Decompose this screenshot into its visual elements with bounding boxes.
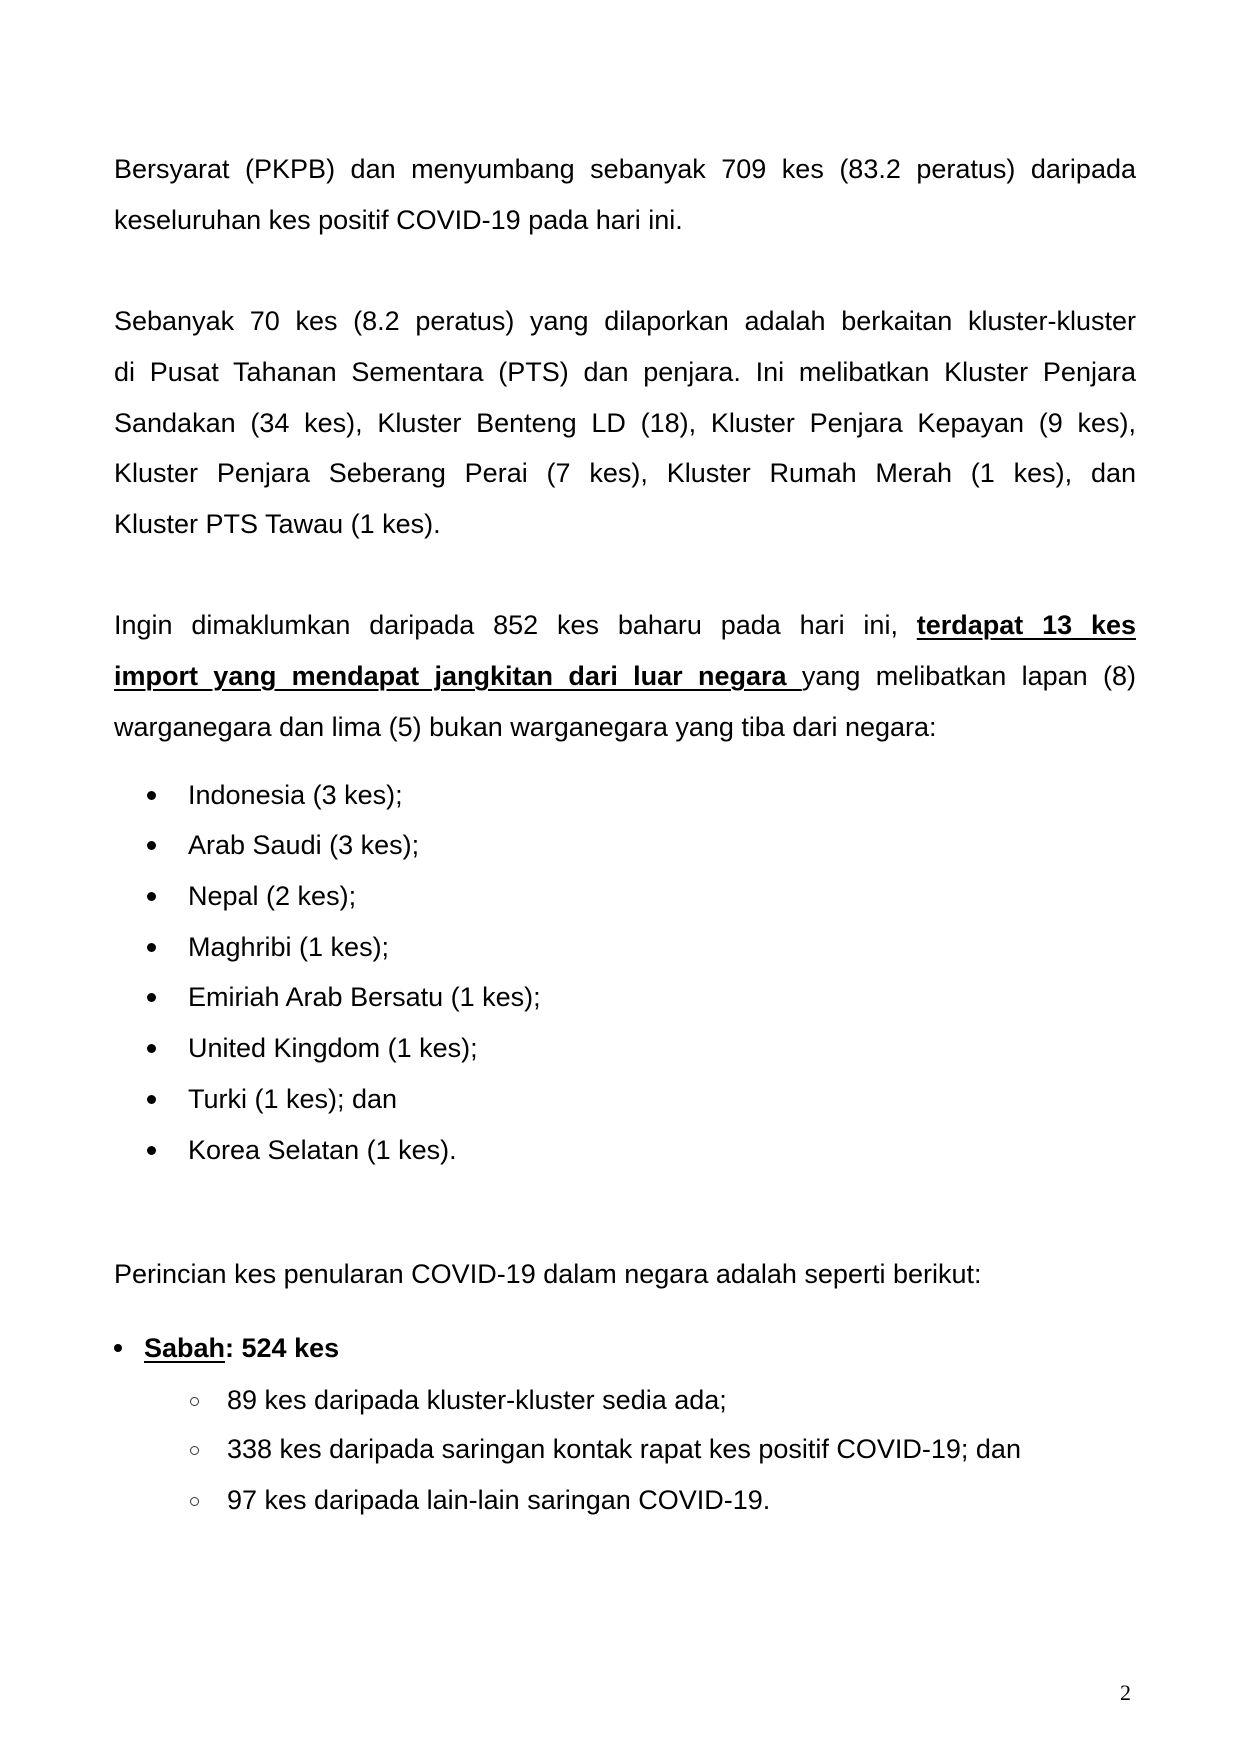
paragraph-3-line-3: warganegara dan lima (5) bukan warganegara yang tiba dari negara:: [114, 712, 937, 742]
paragraph-3-line-1: [114, 608, 1136, 642]
paragraph-1-line-1: Bersyarat (PKPB) dan menyumbang sebanyak 709 kes (83.2 peratus) daripada: [114, 154, 1136, 184]
list-item-text: Arab Saudi (3 kes);: [188, 830, 420, 860]
state-heading-text: [144, 1331, 339, 1365]
paragraph-3-text-cont: yang melibatkan lapan (8): [801, 661, 1136, 691]
sub-list-item-text: 338 kes daripada saringan kontak rapat kes positif COVID-19; dan: [227, 1434, 1021, 1464]
bullet-icon: [147, 993, 156, 1002]
paragraph-1-line-2: keseluruhan kes positif COVID-19 pada hari ini.: [114, 205, 683, 235]
state-name: Sabah: [144, 1333, 226, 1363]
paragraph-2-line-4: Kluster Penjara Seberang Perai (7 kes), Kluster Rumah Merah (1 kes), dan: [114, 458, 1136, 488]
paragraph-2-line-2: di Pusat Tahanan Sementara (PTS) dan penjara. Ini melibatkan Kluster Penjara: [114, 357, 1136, 387]
paragraph-2-line-3: Sandakan (34 kes), Kluster Benteng LD (18), Kluster Penjara Kepayan (9 kes),: [114, 408, 1136, 438]
sub-list-item-text: 89 kes daripada kluster-kluster sedia ada;: [227, 1385, 727, 1415]
bullet-icon: [114, 1344, 122, 1352]
circle-bullet-icon: [190, 1446, 199, 1455]
paragraph-3-line-2: [114, 659, 1136, 693]
paragraph-2-line-1: Sebanyak 70 kes (8.2 peratus) yang dilaporkan adalah berkaitan kluster-kluster: [114, 306, 1136, 336]
page-number: 2: [1120, 1680, 1131, 1705]
list-item-text: United Kingdom (1 kes);: [188, 1033, 478, 1063]
import-cases-emphasis-cont: import yang mendapat jangkitan dari luar negara: [114, 661, 802, 691]
list-item-text: Turki (1 kes); dan: [188, 1084, 398, 1114]
list-item-text: Emiriah Arab Bersatu (1 kes);: [188, 982, 541, 1012]
bullet-icon: [147, 791, 156, 800]
bullet-icon: [147, 892, 156, 901]
list-item-text: Indonesia (3 kes);: [188, 780, 403, 810]
bullet-icon: [147, 841, 156, 850]
list-item-text: Nepal (2 kes);: [188, 881, 357, 911]
state-total: : 524 kes: [225, 1333, 340, 1363]
bullet-icon: [147, 1146, 156, 1155]
list-item-text: Maghribi (1 kes);: [188, 932, 390, 962]
import-cases-emphasis: terdapat 13 kes: [916, 610, 1136, 640]
paragraph-3-text: Ingin dimaklumkan daripada 852 kes baharu pada hari ini,: [114, 610, 917, 640]
bullet-icon: [147, 1095, 156, 1104]
circle-bullet-icon: [190, 1397, 199, 1406]
list-item-text: Korea Selatan (1 kes).: [188, 1135, 457, 1165]
bullet-icon: [147, 1044, 156, 1053]
paragraph-4: Perincian kes penularan COVID-19 dalam negara adalah seperti berikut:: [114, 1259, 982, 1289]
circle-bullet-icon: [190, 1497, 199, 1506]
bullet-icon: [147, 943, 156, 952]
sub-list-item-text: 97 kes daripada lain-lain saringan COVID-19.: [227, 1485, 771, 1515]
paragraph-2-line-5: Kluster PTS Tawau (1 kes).: [114, 509, 441, 539]
